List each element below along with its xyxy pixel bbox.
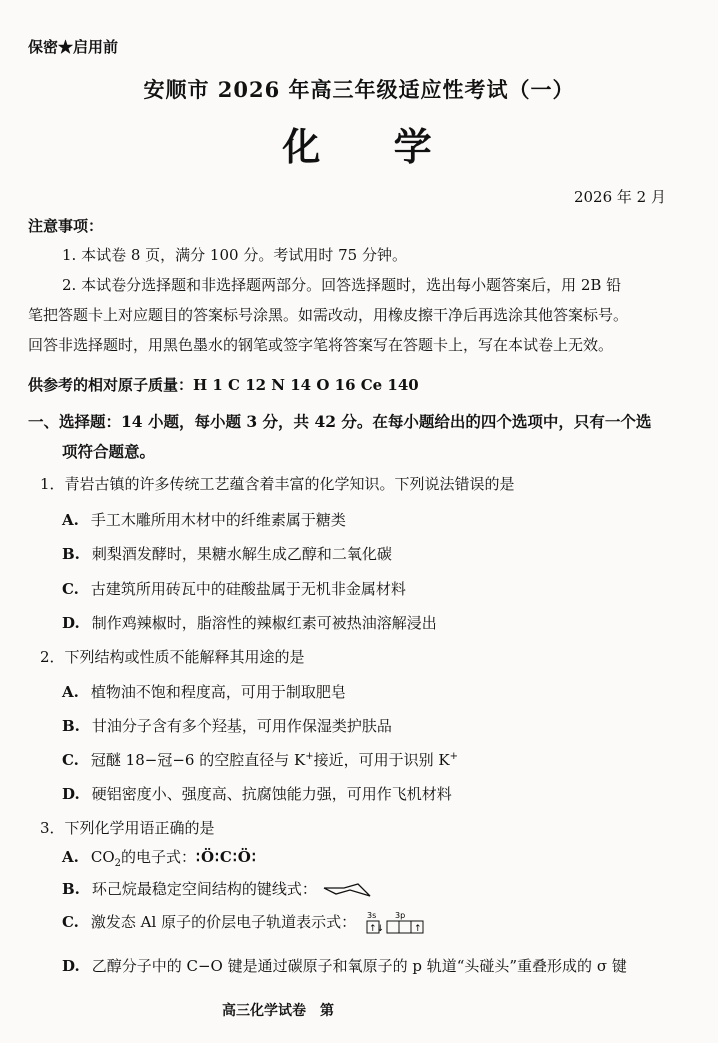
note-item-2-cont: 笔把答题卡上对应题目的答案标号涂黑。如需改动，用橡皮擦干净后再选涂其他答案标号。	[28, 306, 629, 324]
orbital-3s-label: 3s	[366, 911, 377, 920]
q2-option-d	[62, 783, 452, 804]
note-item-2-cont2: 回答非选择题时，用黑色墨水的钢笔或签字笔将答案写在答题卡上，写在本试卷上无效。	[28, 336, 614, 354]
atomic-masses: 供参考的相对原子质量：H 1 C 12 N 14 O 16 Ce 140	[28, 376, 419, 394]
note-item-2: 2. 本试卷分选择题和非选择题两部分。回答选择题时，选出每小题答案后，用 2B 铅	[62, 276, 622, 294]
q3-option-b	[62, 878, 372, 900]
question-2-stem: 2．下列结构或性质不能解释其用途的是	[40, 648, 305, 666]
section-heading-cont: 项符合题意。	[62, 442, 156, 461]
q2-option-a	[62, 681, 346, 702]
svg-text:↑↓: ↑↓	[368, 924, 384, 934]
option-text: 植物油不饱和程度高，可用于制取肥皂	[90, 683, 346, 701]
option-letter: D.	[62, 614, 80, 632]
orbital-3p-label: 3p	[394, 911, 406, 920]
option-letter: C.	[62, 913, 79, 931]
confidential-label: 保密★启用前	[28, 38, 119, 56]
option-letter: B.	[62, 545, 80, 563]
orbital-diagram	[365, 910, 435, 936]
option-text: 冠醚 18−冠−6 的空腔直径与 K	[90, 751, 306, 769]
option-text: 的电子式：	[121, 848, 197, 866]
option-text: 激发态 Al 原子的价层电子轨道表示式：	[90, 913, 357, 931]
option-letter: B.	[62, 880, 80, 898]
option-text: 手工木雕所用木材中的纤维素属于糖类	[90, 511, 346, 529]
option-letter: D.	[62, 957, 80, 975]
option-letter: B.	[62, 717, 80, 735]
cyclohexane-chair-icon	[322, 880, 372, 900]
option-text: 古建筑所用砖瓦中的硅酸盐属于无机非金属材料	[90, 580, 406, 598]
exam-title: 安顺市 2026 年高三年级适应性考试（一）	[143, 77, 575, 102]
co2-electron-formula: ∶Ö∶C∶Ö∶	[196, 848, 257, 866]
q1-option-c	[62, 578, 406, 599]
question-3-stem: 3．下列化学用语正确的是	[40, 819, 215, 837]
section-heading: 一、选择题：14 小题，每小题 3 分，共 42 分。在每小题给出的四个选项中，只有一个选	[28, 412, 652, 431]
option-text: 刺梨酒发酵时，果糖水解生成乙醇和二氧化碳	[91, 545, 392, 563]
option-text: 硬铝密度小、强度高、抗腐蚀能力强，可用作飞机材料	[91, 785, 452, 803]
option-letter: A.	[62, 683, 79, 701]
option-text: CO	[90, 848, 115, 866]
page-footer: 高三化学试卷 第	[222, 1003, 334, 1019]
q1-option-b	[62, 543, 392, 564]
option-letter: A.	[62, 511, 79, 529]
q1-option-a	[62, 509, 346, 530]
q3-option-c	[62, 910, 435, 936]
option-text: 制作鸡辣椒时，脂溶性的辣椒红素可被热油溶解浸出	[91, 614, 437, 632]
option-text: 环己烷最稳定空间结构的键线式：	[91, 880, 317, 898]
question-1-stem: 1．青岩古镇的许多传统工艺蕴含着丰富的化学知识。下列说法错误的是	[40, 475, 515, 493]
q3-option-a	[62, 846, 257, 869]
option-letter: C.	[62, 751, 79, 769]
option-letter: A.	[62, 848, 79, 866]
q1-option-d	[62, 612, 437, 633]
option-text: 接近，可用于识别 K	[313, 751, 450, 769]
note-item-1: 1. 本试卷 8 页，满分 100 分。考试用时 75 分钟。	[62, 246, 407, 264]
option-letter: C.	[62, 580, 79, 598]
q2-option-c	[62, 749, 458, 770]
q3-option-d	[62, 955, 627, 976]
q2-option-b	[62, 715, 392, 736]
option-letter: D.	[62, 785, 80, 803]
option-text: 乙醇分子中的 C−O 键是通过碳原子和氧原子的 p 轨道“头碰头”重叠形成的 σ 键	[91, 957, 627, 975]
notes-heading: 注意事项：	[28, 217, 104, 235]
plus-superscript: +	[449, 751, 458, 762]
subscript-2: 2	[114, 858, 122, 869]
svg-text:↑: ↑	[413, 924, 422, 934]
exam-date: 2026 年 2 月	[573, 188, 666, 206]
option-text: 甘油分子含有多个羟基，可用作保湿类护肤品	[91, 717, 392, 735]
plus-superscript: +	[305, 751, 314, 762]
subject-title: 化 学	[282, 124, 462, 169]
